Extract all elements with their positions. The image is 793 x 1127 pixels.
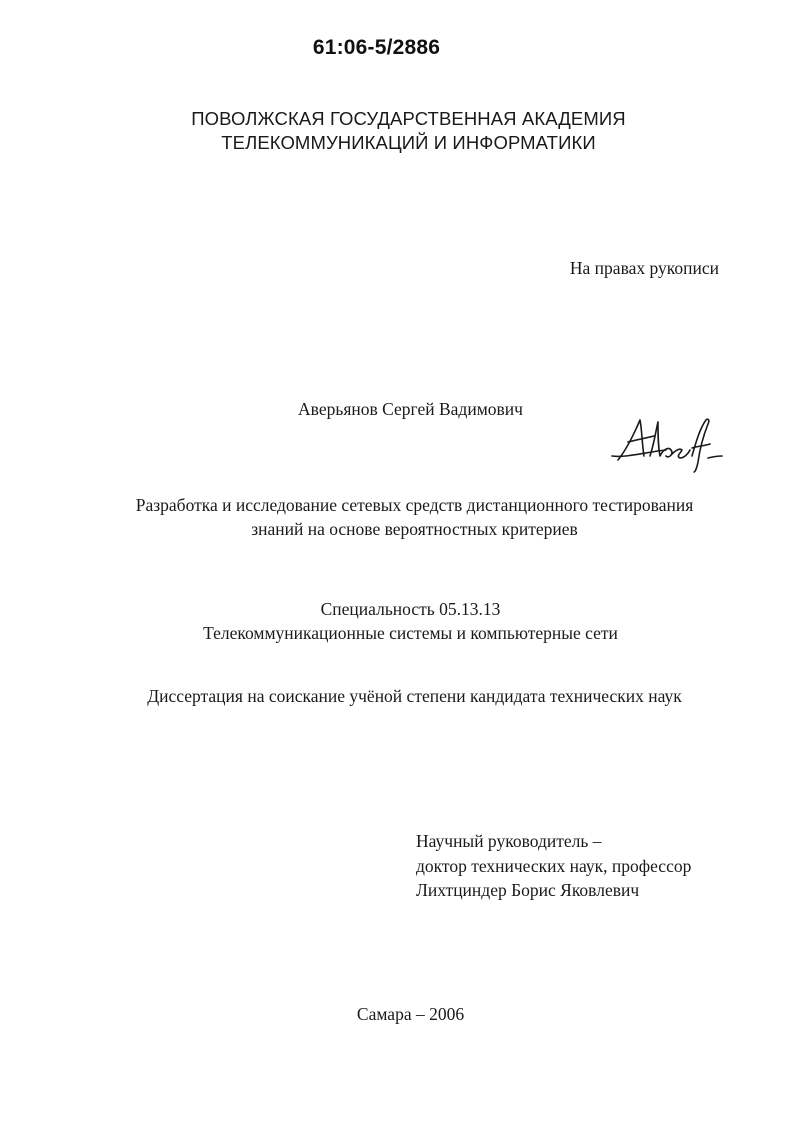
thesis-title — [0, 493, 793, 541]
thesis-title-line-2: знаний на основе вероятностных критериев — [251, 519, 578, 539]
catalog-number-text: 61:06-5/2886 — [312, 36, 441, 59]
supervisor-name: Лихтциндер Борис Яковлевич — [416, 880, 640, 900]
manuscript-note: На правах рукописи — [569, 258, 719, 278]
institution-line-1: ПОВОЛЖСКАЯ ГОСУДАРСТВЕННАЯ АКАДЕМИЯ — [191, 108, 626, 129]
specialty-block — [0, 597, 793, 645]
institution-line-2: ТЕЛЕКОММУНИКАЦИЙ И ИНФОРМАТИКИ — [221, 132, 596, 153]
degree-statement — [0, 686, 793, 707]
city-year-text: Самара – 2006 — [356, 1004, 465, 1024]
supervisor-role: Научный руководитель – — [416, 831, 602, 851]
thesis-title-line-1: Разработка и исследование сетевых средств дистанционного тестирования — [135, 495, 694, 515]
supervisor-credentials: доктор технических наук, профессор — [416, 855, 692, 876]
catalog-number — [0, 36, 793, 60]
specialty-name: Телекоммуникационные системы и компьютерные сети — [203, 623, 618, 643]
specialty-code: Специальность 05.13.13 — [320, 599, 501, 619]
supervisor-block — [416, 829, 691, 903]
degree-statement-text: Диссертация на соискание учёной степени кандидата технических наук — [147, 686, 682, 706]
author-name-text: Аверьянов Сергей Вадимович — [298, 399, 523, 419]
author-signature-icon — [606, 412, 726, 474]
city-year — [0, 1004, 793, 1025]
institution-header — [0, 107, 793, 155]
